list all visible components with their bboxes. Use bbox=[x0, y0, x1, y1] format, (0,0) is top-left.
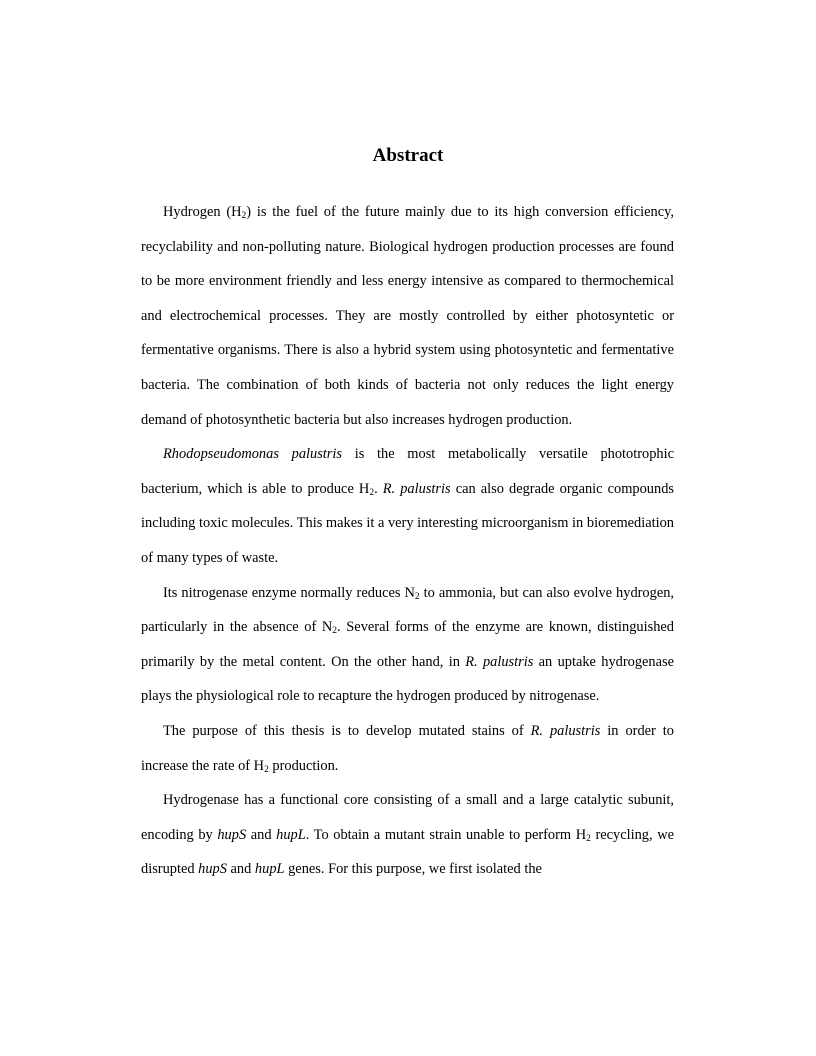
abstract-title: Abstract bbox=[372, 145, 444, 166]
gene-name: hupS bbox=[198, 861, 227, 878]
gene-name: hupL bbox=[254, 861, 285, 878]
species-name-short: R. palustris bbox=[382, 480, 451, 497]
paragraph-1: Hydrogen $(H_2)$ is the fuel of the future mainly due to its high conversion efficiency, recyclability and non-polluting nature. Biological hydrogen production processes are found to be more environment friendly and less energy intensive as compared to thermochemical and electrochemical processes. They are mostly controlled by either photosyntetic or fermentative organisms. There is also a hybrid system using photosyntetic and fermentative bacteria. The combination of both kinds of bacteria not only reduces the light energy demand of photosynthetic bacteria but also increases hydrogen production. bbox=[141, 204, 674, 428]
paragraph-2: Rhodopseudomonas palustris is the most metabolically versatile phototrophic bacterium, which is able to produce $H_2$. R. palustris can also degrade organic compounds including toxic molecules. This makes it a very interesting microorganism in bioremediation of many types of waste. bbox=[141, 446, 675, 566]
species-name-short: R. palustris bbox=[465, 653, 534, 670]
species-name-short: R. palustris bbox=[530, 722, 601, 739]
paragraph-4: The purpose of this thesis is to develop mutated stains of R. palustris in order to increase the rate of $H_2$ production. bbox=[141, 722, 674, 775]
species-name: Rhodopseudomonas palustris bbox=[163, 446, 343, 463]
paragraph-5: Hydrogenase has a functional core consisting of a small and a large catalytic subunit, encoding by hupS and hupL. To obtain a mutant strain unable to perform $H_2$ recycling, we disrupted hupS and hupL genes. For this purpose, we first isolated the bbox=[141, 792, 674, 878]
gene-name: hupS bbox=[217, 826, 247, 843]
abstract-body bbox=[141, 195, 674, 887]
gene-name: hupL bbox=[276, 826, 306, 843]
paragraph-3: Its nitrogenase enzyme normally reduces $N_2$ to ammonia, but can also evolve hydrogen, particularly in the absence of $N_2$. Several forms of the enzyme are known, distinguished primarily by the metal content. On the other hand, in R. palustris an uptake hydrogenase plays the physiological role to recapture the hydrogen produced by nitrogenase. bbox=[141, 584, 675, 705]
